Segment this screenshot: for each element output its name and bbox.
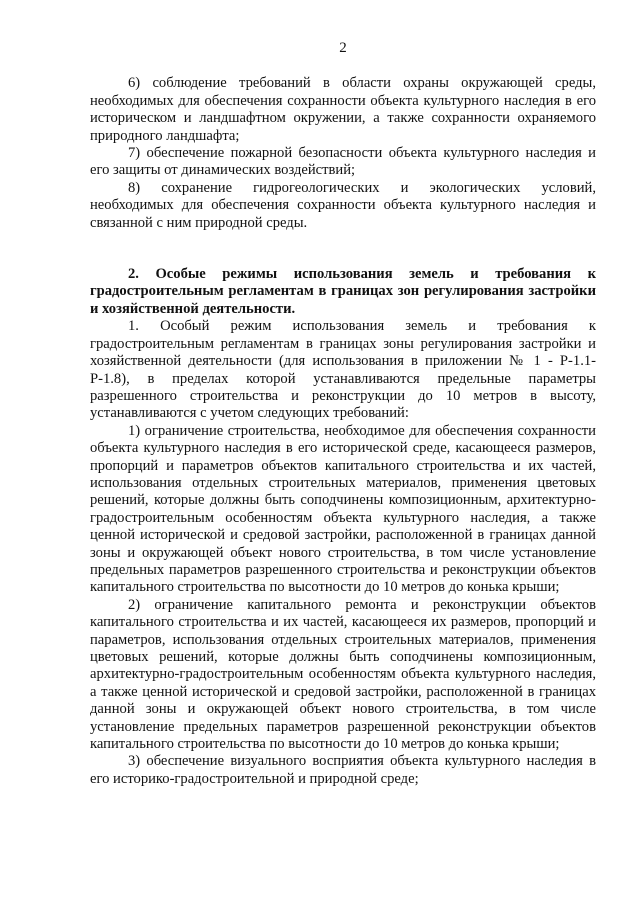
- paragraph-subitem-3: 3) обеспечение визуального восприятия объекта культурного наследия в его историко-градостроительной и природной среде;: [90, 753, 596, 787]
- paragraph-subitem-2: 2) ограничение капитального ремонта и реконструкции объектов капитального строительства и их частей, касающееся их размеров, пропорций и параметров, использования отдельных строительных материалов, применения цветовых решений, которые должны быть соподчинены композиционным, архитектурно-градостроительным особенностям объекта культурного наследия, а также ценной исторической и средовой застройки, расположенной в границах данной зоны и окружающей объект нового строительства, в том числе установление предельных параметров разрешенной реконструкции объектов капитального строительства по высотности до 10 метров до конька крыши;: [90, 596, 596, 753]
- paragraph-item-6: 6) соблюдение требований в области охраны окружающей среды, необходимых для обеспечения сохранности объекта культурного наследия в его историческом и ландшафтном окружении, а также сохранности охраняемого природного ландшафта;: [90, 75, 596, 144]
- paragraph-subitem-1: 1) ограничение строительства, необходимое для обеспечения сохранности объекта культурного наследия в его исторической среде, касающееся размеров, пропорций и параметров объектов капитального строительства и их частей, использования отдельных строительных материалов, применения цветовых решений, которые должны быть соподчинены композиционным, архитектурно-градостроительным особенностям объекта культурного наследия, а также ценной исторической и средовой застройки, расположенной в границах данной зоны и окружающей объект нового строительства, в том числе установление предельных параметров разрешенного строительства и реконструкции объектов капитального строительства по высотности до 10 метров до конька крыши;: [90, 422, 596, 596]
- section-gap: [90, 232, 596, 266]
- section-heading: 2. Особые режимы использования земель и требования к градостроительным регламентам в границах зон регулирования застройки и хозяйственной деятельности.: [90, 266, 596, 317]
- paragraph-item-7: 7) обеспечение пожарной безопасности объекта культурного наследия и его защиты от динамических воздействий;: [90, 145, 596, 179]
- paragraph-item-8: 8) сохранение гидрогеологических и экологических условий, необходимых для обеспечения сохранности объекта культурного наследия и связанной с ним природной среды.: [90, 179, 596, 231]
- paragraph-clause-1: 1. Особый режим использования земель и требования к градостроительным регламентам в границах зоны регулирования застройки и хозяйственной деятельности (для использования в приложении № 1 - Р-1.1-Р-1.8), в пределах которой устанавливаются предельные параметры разрешенного строительства и реконструкции до 10 метров в высоту, устанавливаются с учетом следующих требований:: [90, 318, 596, 422]
- page-number: 2: [339, 40, 347, 56]
